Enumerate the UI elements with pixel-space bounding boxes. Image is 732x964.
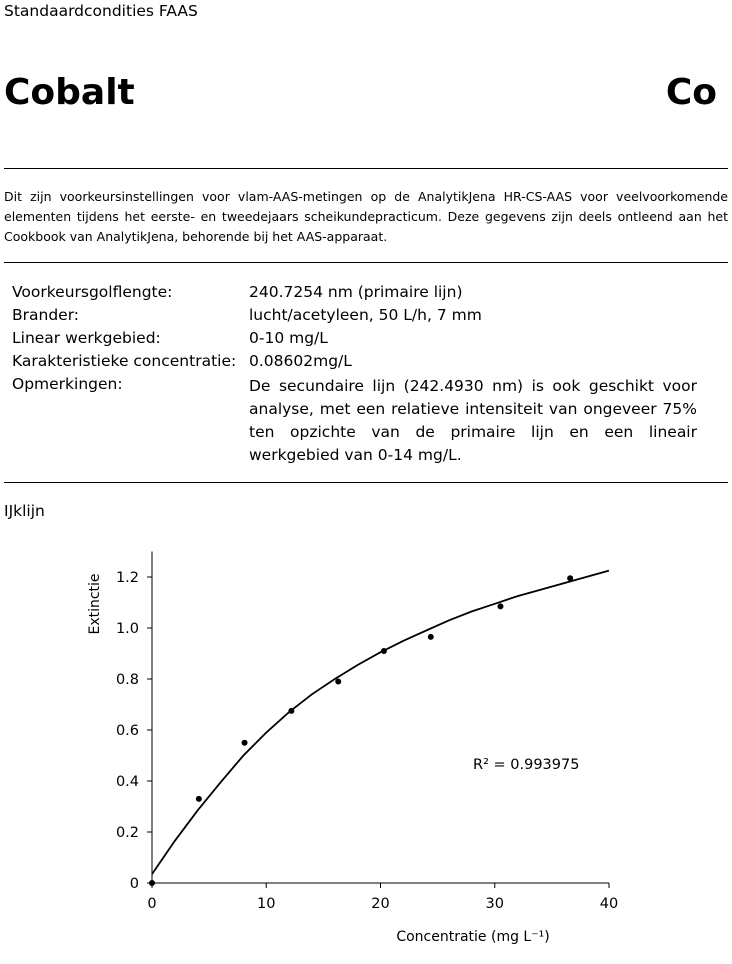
section-title: IJklijn (4, 502, 45, 520)
data-point (428, 634, 434, 640)
chart-points (149, 575, 573, 886)
y-tick-label: 0.2 (115, 825, 139, 841)
x-axis-label: Concentratie (mg L⁻¹) (396, 929, 550, 945)
page-label: Standaardcondities FAAS (4, 2, 198, 20)
data-point (567, 575, 573, 581)
r-squared-annotation: R² = 0.993975 (473, 757, 580, 773)
element-symbol: Co (665, 72, 717, 113)
spec-label: Voorkeursgolflengte: (12, 283, 173, 301)
y-tick-label: 1.2 (115, 570, 139, 586)
chart-axes (152, 552, 609, 884)
y-tick-label: 1.0 (115, 621, 139, 637)
y-tick-label: 0.4 (115, 774, 139, 790)
spec-label: Karakteristieke concentratie: (12, 352, 237, 370)
y-tick-label: 0 (129, 876, 139, 892)
y-tick-label: 0.8 (115, 672, 139, 688)
spec-value: 0-10 mg/L (249, 329, 328, 347)
chart-fit-curve (152, 571, 609, 875)
x-tick-label: 0 (147, 896, 157, 912)
spec-label: Linear werkgebied: (12, 329, 161, 347)
data-point (196, 796, 202, 802)
intro-paragraph: Dit zijn voorkeursinstellingen voor vlam-AAS-metingen op de AnalytikJena HR-CS-AAS voor veelvoorkomende elementen tijdens het eerste- en tweedejaars scheikundepracticum. Deze gegevens zijn deels ontleend aan het Cookbook van AnalytikJena, behorende bij het AAS-apparaat. (4, 189, 728, 244)
y-tick-label: 0.6 (115, 723, 139, 739)
spec-label: Opmerkingen: (12, 375, 123, 393)
x-tick-label: 10 (257, 896, 276, 912)
x-tick-label: 20 (371, 896, 390, 912)
x-tick-label: 30 (485, 896, 504, 912)
spec-value: De secundaire lijn (242.4930 nm) is ook geschikt voor analyse, met een relatieve intensiteit van ongeveer 75% ten opzichte van de primaire lijn en een lineair werkgebied van 0-14 mg/L. (249, 377, 697, 464)
data-point (288, 708, 294, 714)
fit-curve-line (152, 571, 609, 875)
data-point (149, 880, 155, 886)
element-name: Cobalt (4, 72, 135, 113)
data-point (497, 603, 503, 609)
data-point (335, 679, 341, 685)
data-point (381, 648, 387, 654)
chart-ticks (116, 570, 618, 912)
x-tick-label: 40 (599, 896, 619, 912)
y-axis-label: Extinctie (87, 573, 103, 635)
data-point (242, 740, 248, 746)
spec-value: lucht/acetyleen, 50 L/h, 7 mm (249, 306, 482, 324)
spec-value: 0.08602mg/L (249, 352, 352, 370)
spec-label: Brander: (12, 306, 80, 324)
spec-value: 240.7254 nm (primaire lijn) (249, 283, 463, 301)
